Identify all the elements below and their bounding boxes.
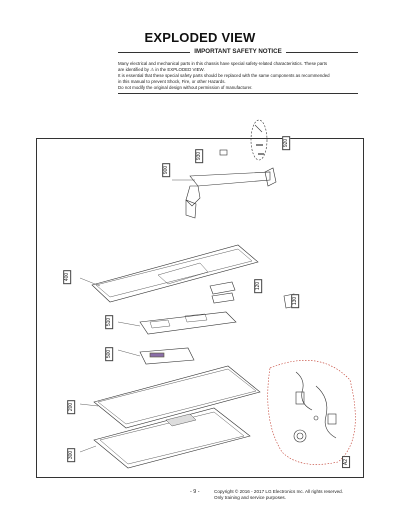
part-label-130: 130 <box>291 294 299 308</box>
part-label-a2: A2 <box>342 456 350 468</box>
screw-part <box>314 416 318 420</box>
stand-hinge-part <box>265 168 276 186</box>
safety-notice-heading: IMPORTANT SAFETY NOTICE <box>194 48 282 55</box>
leader-line <box>80 446 96 452</box>
part-label-300: 300 <box>67 448 75 462</box>
part-label-900: 900 <box>162 163 170 177</box>
cable-clip-part <box>220 150 227 155</box>
part-label-400: 400 <box>63 270 71 284</box>
leader-line <box>80 404 98 406</box>
copyright-text: Copyright © 2016 - 2017 LG Electronics Inc. All rights reserved. <box>214 489 344 494</box>
accessories-group-outline <box>268 360 356 464</box>
bracket-part <box>210 282 235 294</box>
page-title: EXPLODED VIEW <box>144 30 256 45</box>
bracket-part <box>212 293 234 303</box>
notice-line: It is essential that these special safety parts should be replaced with the same components as recommended <box>118 73 330 78</box>
power-board-connector <box>150 353 164 357</box>
back-cover-recess <box>158 263 208 284</box>
part-label-920: 920 <box>282 136 290 150</box>
main-board-part <box>140 312 236 334</box>
page-number: - 9 - <box>190 489 200 495</box>
adapter-part <box>296 392 304 404</box>
notice-line: are identified by ⚠ in the EXPLODED VIEW. <box>118 67 205 72</box>
part-label-930: 930 <box>195 149 203 163</box>
board-chip <box>150 320 170 328</box>
part-label-120: 120 <box>254 279 262 293</box>
stand-base-part <box>186 200 196 218</box>
power-board-part <box>140 348 194 364</box>
back-cover-part <box>92 245 258 302</box>
cable-coil-inner <box>297 433 303 439</box>
part-label-510: 510 <box>105 315 113 329</box>
stand-arm-part <box>190 172 270 186</box>
part-label-500: 500 <box>105 347 113 361</box>
signal-cable-part <box>316 386 336 438</box>
screw-part <box>255 125 262 132</box>
notice-line: Many electrical and mechanical parts in this chassis have special safety-related characteristics. These parts <box>118 61 328 66</box>
leader-line <box>118 322 140 326</box>
part-label-200: 200 <box>67 400 75 414</box>
cable-coil-part <box>294 430 306 442</box>
cable-plug-part <box>328 414 336 424</box>
leader-line <box>80 278 100 286</box>
back-cover-inner <box>96 249 252 297</box>
notice-line: in this manual to prevent Shock, Fire, or other Hazards. <box>118 79 226 84</box>
notice-line: Do not modify the original design without permission of manufacturer. <box>118 85 253 90</box>
usage-note: Only training and service purposes. <box>214 495 287 501</box>
display-panel-inner <box>98 369 256 424</box>
copyright-block <box>214 489 343 502</box>
leader-line <box>118 350 140 356</box>
